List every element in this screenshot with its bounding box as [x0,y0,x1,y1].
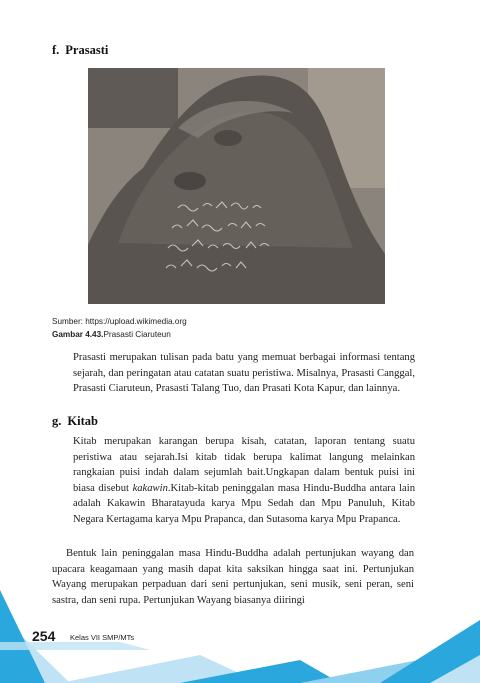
paragraph-kitab-part-1: Kitab merupakan karangan berupa kisah, catatan, laporan tentang suatu peristiwa atau sejarah.Isi kitab tidak berupa kalimat langung melainkan rangkaian puisi indah dalam sejumlah bait.Ungkapan dalam bentuk puisi ini biasa disebut [73,436,415,494]
section-title: Kitab [67,414,98,428]
section-heading-prasasti [52,43,108,58]
section-title: Prasasti [65,43,109,57]
page-number: 254 [32,628,56,644]
paragraph-kitab-part-2: .Kitab-kitab peninggalan masa Hindu-Buddha antara lain adalah Kakawin Bharatayuda karya Mpu Sedah dan Mpu Panuluh, Kitab Negara Kertagama karya Mpu Prapanca, dan Sutasoma karya Mpu Prapanca. [73,482,416,525]
footer-decoration [0,560,480,683]
section-heading-kitab [52,414,98,429]
section-letter: f. [52,43,60,57]
figure-caption-text: Prasasti Ciaruteun [103,330,171,339]
figure-label: Gambar 4.43. [52,330,104,339]
figure-source: Sumber: https://upload.wikimedia.org [52,317,187,326]
paragraph-wayang: Bentuk lain peninggalan masa Hindu-Buddha adalah pertunjukan wayang dan upacara keagamaan yang masih dapat kita saksikan hingga saat ini. Pertunjukan Wayang merupakan perpaduan dari seni pertunjukan, seni musik, seni peran, seni sastra, dan seni rupa. Pertunjukan Wayang biasanya diiringi [52,548,414,606]
term-kakawin: kakawin [132,482,168,494]
paragraph-prasasti: Prasasti merupakan tulisan pada batu yang memuat berbagai informasi tentang sejarah, dan peringatan atau catatan suatu peristiwa. Misalnya, Prasasti Canggal, Prasasti Ciaruteun, Prasasti Talang Tuo, dan Prasati Kota Kapur, dan lainnya. [73,352,415,395]
figure-caption [52,330,171,339]
prasasti-ciaruteun-photo [88,68,385,304]
book-label: Kelas VII SMP/MTs [70,633,135,642]
paragraph-kitab [73,434,415,528]
section-letter: g. [52,414,62,428]
